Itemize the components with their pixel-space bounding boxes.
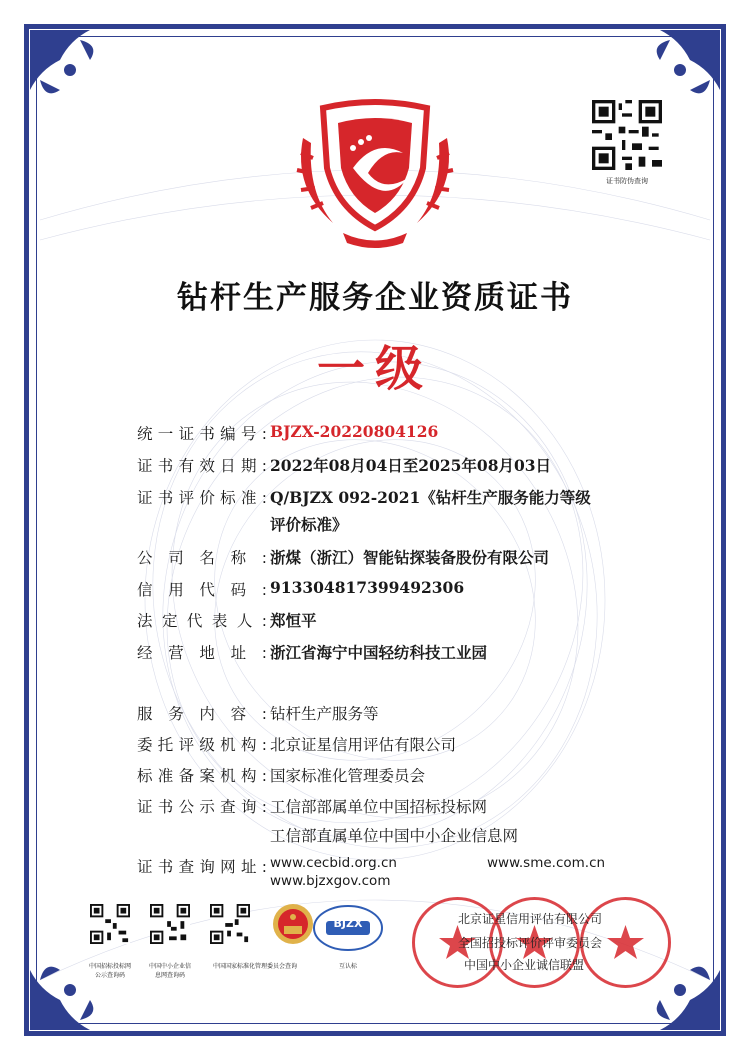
field-row (137, 486, 591, 508)
corner-ornament-icon (640, 30, 720, 110)
certificate-grade: 一级 (316, 341, 433, 397)
certificate-number: BJZX-20220804126 (270, 422, 439, 441)
filing-agency: 国家标准化管理委员会 (270, 767, 426, 785)
field-label: 信用代码: (137, 581, 267, 599)
field-label: 统一证书编号: (137, 425, 267, 443)
field-label: 法定代表人: (137, 612, 267, 630)
qr-caption: 证书防伪查询 (606, 177, 648, 185)
qr-code-icon[interactable] (210, 904, 250, 944)
query-url-1[interactable]: www.cecbid.org.cn (270, 855, 397, 871)
query-url-2[interactable]: www.sme.com.cn (487, 855, 606, 871)
field-label: 服务内容: (137, 705, 267, 723)
field-row (137, 702, 379, 724)
issuer-line-1: 北京证星信用评估有限公司 (458, 912, 603, 926)
query-url-3[interactable]: www.bjzxgov.com (270, 873, 391, 889)
legal-representative: 郑恒平 (270, 611, 317, 630)
certificate-title: 钻杆生产服务企业资质证书 (177, 280, 573, 316)
qr-code-icon[interactable] (592, 100, 662, 170)
field-row (137, 855, 606, 877)
field-label: 证书公示查询: (137, 798, 267, 816)
field-label: 证书评价标准: (137, 489, 267, 507)
qr-code-icon[interactable] (90, 904, 130, 944)
qr-label: 中国国家标准化管理委员会查询 (212, 963, 297, 970)
field-label: 经营地址: (137, 644, 267, 662)
field-label: 证书有效日期: (137, 457, 267, 475)
qr-code-icon[interactable] (150, 904, 190, 944)
field-row (137, 546, 550, 568)
field-row (137, 609, 317, 631)
field-row (137, 795, 488, 817)
field-label: 公司名称: (137, 549, 267, 567)
credit-code: 913304817399492306 (270, 578, 465, 597)
qr-label: 中国中小企业信 息网查询码 (148, 963, 191, 979)
qr-label: 中国招标投标网 公示查询码 (88, 963, 131, 979)
issuer-line-2: 全国招投标评价评审委员会 (458, 936, 603, 950)
field-row (137, 641, 488, 663)
field-label: 标准备案机构: (137, 767, 267, 785)
field-row (137, 578, 465, 600)
business-address: 浙江省海宁中国轻纺科技工业园 (270, 643, 488, 662)
evaluation-standard-cont: 评价标准》 (270, 515, 348, 534)
field-label: 委托评级机构: (137, 736, 267, 754)
public-query-2: 工信部直属单位中国中小企业信息网 (270, 827, 519, 845)
issuer-line-3: 中国中小企业诚信联盟 (464, 958, 585, 972)
qr-label: 互认标 (338, 963, 357, 970)
field-label: 证书查询网址: (137, 858, 267, 876)
validity-dates: 2022年08月04日至2025年08月03日 (270, 456, 552, 475)
company-name: 浙煤（浙江）智能钻探装备股份有限公司 (270, 548, 550, 567)
field-row (137, 733, 457, 755)
public-query-1: 工信部部属单位中国招标投标网 (270, 798, 488, 816)
service-content: 钻杆生产服务等 (270, 705, 379, 723)
shield-emblem-icon (283, 98, 467, 253)
evaluation-standard: Q/BJZX 092-2021《钻杆生产服务能力等级 (270, 488, 591, 507)
bjzx-logo-text: BJZX (333, 917, 363, 930)
field-row (137, 764, 426, 786)
field-row (137, 454, 552, 476)
rating-agency: 北京证星信用评估有限公司 (270, 736, 457, 754)
national-emblem-icon (272, 900, 314, 948)
field-row (137, 422, 439, 444)
corner-ornament-icon (30, 30, 110, 110)
